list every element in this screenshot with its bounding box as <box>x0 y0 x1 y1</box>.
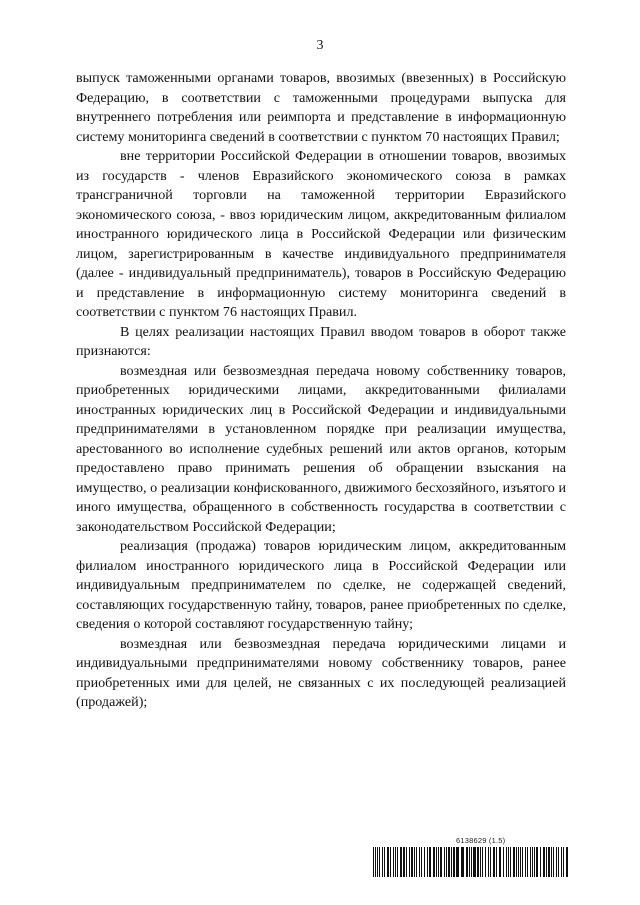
paragraph-3: В целях реализации настоящих Правил вводом товаров в оборот также признаются: <box>76 323 566 359</box>
barcode <box>373 847 569 877</box>
document-code: 6138629 (1.5) <box>456 836 506 845</box>
page-number: 3 <box>316 38 324 53</box>
paragraph-1: выпуск таможенными органами товаров, ввозимых (ввезенных) в Российскую Федерацию, в соответствии с таможенными процедурами выпуска для внутреннего потребления или реимпорта и представление в информационную систему мониторинга сведений в соответствии с пунктом 70 настоящих Правил; <box>76 70 566 145</box>
paragraph-4: возмездная или безвозмездная передача новому собственнику товаров, приобретенных юридическими лицами, аккредитованными филиалами иностранных юридических лиц в Российской Федерации и индивидуальными предпринимателями в установленном порядке при реализации имущества, арестованного во исполнение судебных решений или актов органов, которым предоставлено право принимать решения об обращении взыскания на имущество, о реализации конфискованного, движимого бесхозяйного, изъятого и иного имущества, обращенного в собственность государства в соответствии с законодательством Российской Федерации; <box>76 362 566 535</box>
paragraph-6: возмездная или безвозмездная передача юридическими лицами и индивидуальными предпринимателями новому собственнику товаров, ранее приобретенных ими для целей, не связанных с их последующей реализацией (продажей); <box>76 635 566 710</box>
paragraph-5: реализация (продажа) товаров юридическим лицом, аккредитованным филиалом иностранного юридического лица в Российской Федерации или индивидуальным предпринимателем по сделке, не содержащей сведений, составляющих государственную тайну, товаров, ранее приобретенных по сделке, сведения о которой составляют государственную тайну; <box>76 538 566 632</box>
document-body <box>76 69 566 713</box>
paragraph-2: вне территории Российской Федерации в отношении товаров, ввозимых из государств - членов Евразийского экономического союза в рамках трансграничной торговли на таможенной территории Евразийского экономического союза, - ввоз юридическим лицом, аккредитованным филиалом иностранного юридического лица в Российской Федерации или физическим лицом, зарегистрированным в качестве индивидуального предпринимателя (далее - индивидуальный предприниматель), товаров в Российскую Федерацию и представление в информационную систему мониторинга сведений в соответствии с пунктом 76 настоящих Правил. <box>76 148 566 320</box>
